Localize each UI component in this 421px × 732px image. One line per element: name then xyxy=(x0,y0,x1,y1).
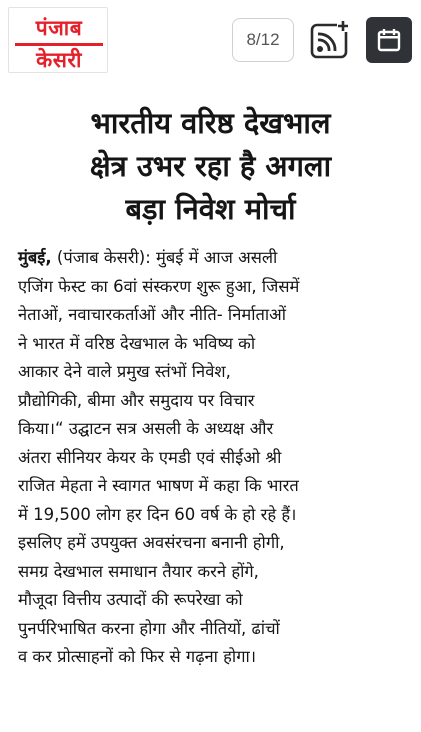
body-line: मौजूदा वित्तीय उत्पादों की रूपरेखा को xyxy=(18,590,243,609)
headline xyxy=(8,102,413,231)
body-line: इसलिए हमें उपयुक्त अवसंरचना बनानी होगी, xyxy=(18,533,285,552)
body-line: नेताओं, नवाचारकर्ताओं और नीति- निर्माताओं xyxy=(18,305,287,324)
body-line-text: (पंजाब केसरी): मुंबई में आज असली xyxy=(56,248,278,267)
body-line: अंतरा सीनियर केयर के एमडी एवं सीईओ श्री xyxy=(18,447,282,467)
logo-text-line1: पंजाब xyxy=(35,16,83,40)
publication-logo[interactable] xyxy=(8,7,108,73)
logo-text-line2: केसरी xyxy=(36,48,82,72)
body-line: व कर प्रोत्साहनों को फिर से गढ़ना होगा। xyxy=(18,647,257,666)
body-line: किया।“ उद्घाटन सत्र असली के अध्यक्ष और xyxy=(18,419,274,438)
body-line: पुनर्परिभाषित करना होगा और नीतियों, ढांचों xyxy=(18,618,280,638)
body-line: ने भारत में वरिष्ठ देखभाल के भविष्य को xyxy=(18,333,256,353)
headline-line: क्षेत्र उभर रहा है अगला xyxy=(89,149,332,183)
body-line: प्रौद्योगिकी, बीमा और समुदाय पर विचार xyxy=(18,390,255,410)
top-bar xyxy=(0,0,421,85)
headline-line: भारतीय वरिष्ठ देखभाल xyxy=(90,106,331,140)
body-line: में 19,500 लोग हर दिन 60 वर्ष के हो रहे हैं। xyxy=(18,504,297,524)
body-line: राजित मेहता ने स्वागत भाषण में कहा कि भारत xyxy=(18,476,299,495)
body-line: समग्र देखभाल समाधान तैयार करने होंगे, xyxy=(18,561,259,581)
article xyxy=(0,84,421,732)
calendar-icon xyxy=(375,26,403,54)
article-body xyxy=(18,244,408,672)
rss-add-button[interactable] xyxy=(306,17,352,63)
page-indicator[interactable]: 8/12 xyxy=(232,18,294,62)
body-line xyxy=(18,244,408,273)
body-line: आकार देने वाले प्रमुख स्तंभों निवेश, xyxy=(18,362,231,381)
body-line: एजिंग फेस्ट का 6वां संस्करण शुरू हुआ, जिसमें xyxy=(18,276,300,296)
headline-line: बड़ा निवेश मोर्चा xyxy=(125,192,296,226)
dateline: मुंबई, xyxy=(18,248,52,267)
calendar-button[interactable] xyxy=(366,17,412,63)
rss-add-icon xyxy=(309,20,349,60)
